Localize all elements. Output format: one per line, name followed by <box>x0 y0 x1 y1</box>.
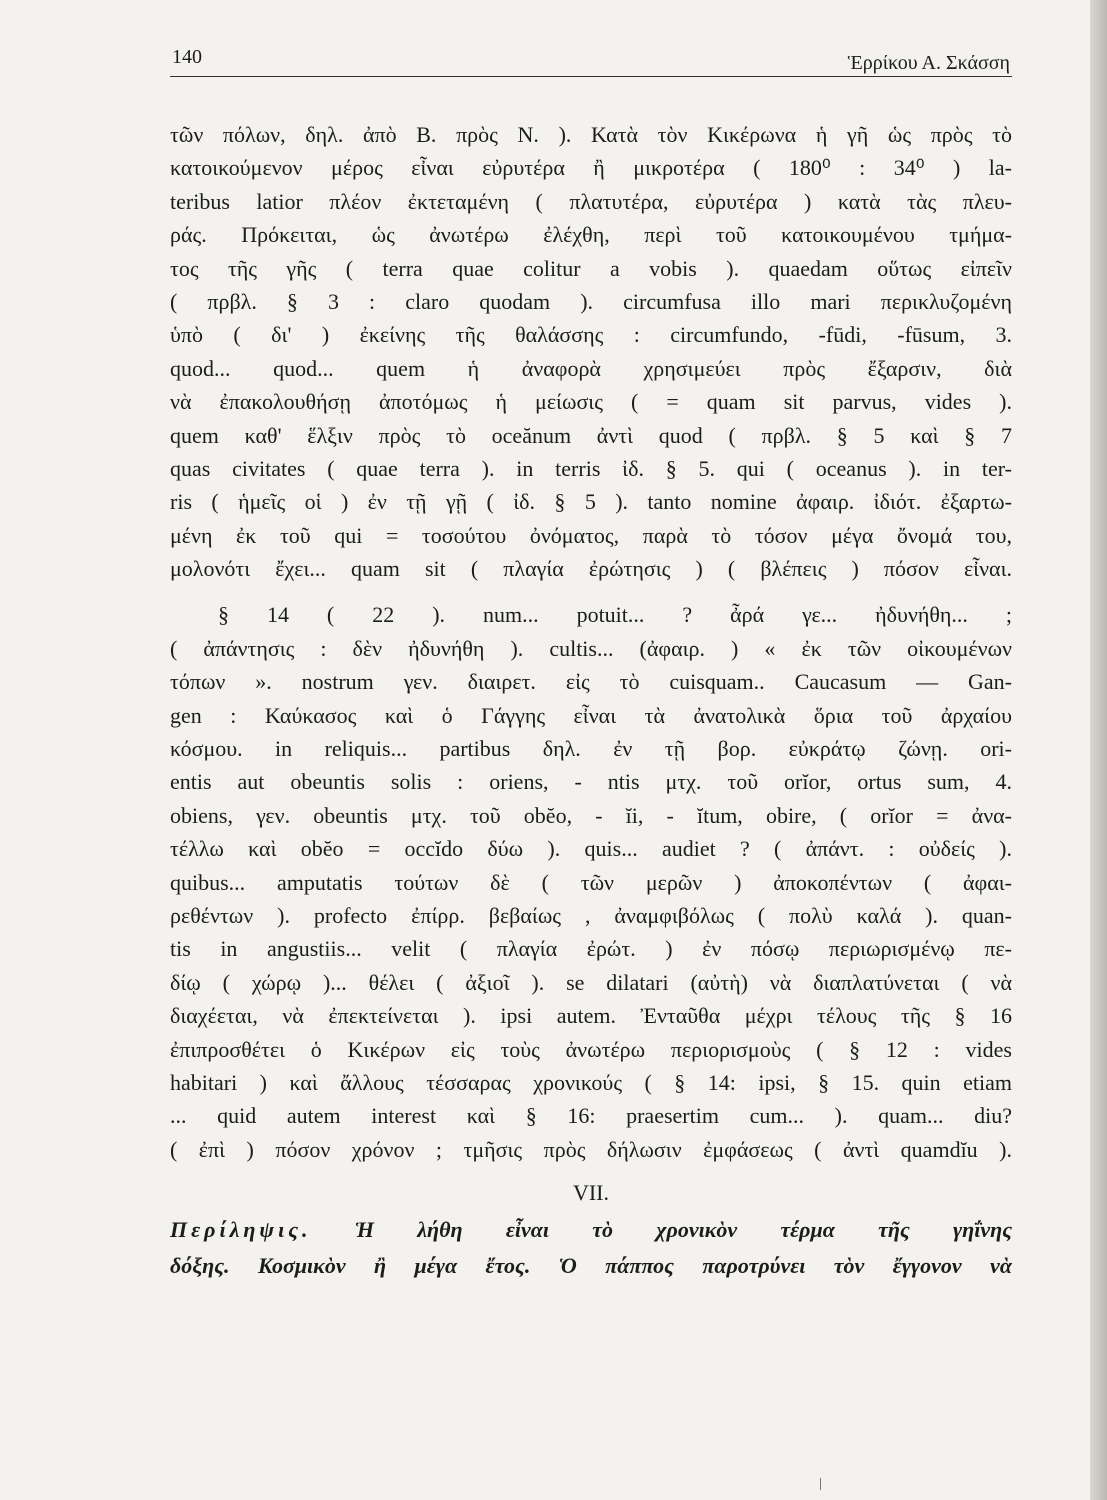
text-line: ρεθέντων ). profecto ἐπίρρ. βεβαίως , ἀναμφιβόλως ( πολὺ καλά ). quan- <box>170 902 1012 928</box>
main-text <box>170 118 1012 1284</box>
text-line: quod... quod... quem ἡ ἀναφορὰ χρησιμεύει πρὸς ἔξαρσιν, διὰ <box>170 355 1012 381</box>
text-line: ( ἐπὶ ) πόσον χρόνον ; τμῆσις πρὸς δήλωσιν ἐμφάσεως ( ἀντὶ quamdĭu ). <box>170 1136 1012 1162</box>
text-line: quibus... amputatis τούτων δὲ ( τῶν μερῶν ) ἀποκοπέντων ( ἀφαι- <box>170 869 1012 895</box>
text-line: ... quid autem interest καὶ § 16: praesertim cum... ). quam... diu? <box>170 1103 1012 1129</box>
page-header <box>170 44 1012 77</box>
text-line: τος τῆς γῆς ( terra quae colitur a vobis ). quaedam οὕτως εἰπεῖν <box>170 255 1012 281</box>
text-line: ράς. Πρόκειται, ὡς ἀνωτέρω ἐλέχθη, περὶ τοῦ κατοικουμένου τμήμα- <box>170 222 1012 248</box>
text-line: entis aut obeuntis solis : oriens, - ntis μτχ. τοῦ orĭor, ortus sum, 4. <box>170 769 1012 795</box>
text-line: tis in angustiis... velit ( πλαγία ἐρώτ. ) ἐν πόσῳ περιωρισμένῳ πε- <box>170 936 1012 962</box>
summary-line <box>170 1212 1012 1248</box>
summary-line: δόξης. Κοσμικὸν ἢ μέγα ἔτος. Ὁ πάππος παροτρύνει τὸν ἔγγονον νὰ <box>170 1253 1012 1279</box>
text-line: κατοικούμενον μέρος εἶναι εὐρυτέρα ἢ μικροτέρα ( 180⁰ : 34⁰ ) la- <box>170 155 1012 181</box>
scan-mark <box>820 1478 821 1490</box>
summary-text: Ἡ λήθη εἶναι τὸ χρονικὸν τέρμα τῆς γηΐνης <box>354 1217 1012 1243</box>
section-summary <box>170 1212 1012 1284</box>
text-line: κόσμου. in reliquis... partibus δηλ. ἐν τῇ βορ. εὐκράτῳ ζώνῃ. ori- <box>170 736 1012 762</box>
paragraph-gap <box>170 585 1012 598</box>
text-line: § 14 ( 22 ). num... potuit... ? ἆρά γε... ἠδυνήθη... ; <box>218 602 1012 628</box>
text-line: μολονότι ἔχει... quam sit ( πλαγία ἐρώτησις ) ( βλέπεις ) πόσον εἶναι. <box>170 556 1012 582</box>
text-line: διαχέεται, νὰ ἐπεκτείνεται ). ipsi autem. Ἐνταῦθα μέχρι τέλους τῆς § 16 <box>170 1003 1012 1029</box>
text-line: obiens, γεν. obeuntis μτχ. τοῦ obĕo, - ĭi, - ĭtum, obire, ( orĭor = ἀνα- <box>170 802 1012 828</box>
text-line: ( ἀπάντησις : δὲν ἠδυνήθη ). cultis... (ἀφαιρ. ) « ἐκ τῶν οἰκουμένων <box>170 635 1012 661</box>
text-line: ris ( ἡμεῖς οἱ ) ἐν τῇ γῇ ( ἰδ. § 5 ). tanto nomine ἀφαιρ. ἰδιότ. ἐξαρτω- <box>170 489 1012 515</box>
text-line: teribus latior πλέον ἐκτεταμένη ( πλατυτέρα, εὐρυτέρα ) κατὰ τὰς πλευ- <box>170 188 1012 214</box>
text-line: habitari ) καὶ ἄλλους τέσσαρας χρονικούς ( § 14: ipsi, § 15. quin etiam <box>170 1069 1012 1095</box>
text-line: gen : Καύκασος καὶ ὁ Γάγγης εἶναι τὰ ἀνατολικὰ ὅρια τοῦ ἀρχαίου <box>170 702 1012 728</box>
text-line: ( πρβλ. § 3 : claro quodam ). circumfusa illo mari περικλυζομένη <box>170 288 1012 314</box>
text-line: νὰ ἐπακολουθήσῃ ἀποτόμως ἡ μείωσις ( = quam sit parvus, vides ). <box>170 389 1012 415</box>
text-line: ὑπὸ ( δι' ) ἐκείνης τῆς θαλάσσης : circumfundo, -fūdi, -fūsum, 3. <box>170 322 1012 348</box>
text-line: quem καθ' ἕλξιν πρὸς τὸ oceănum ἀντὶ quod ( πρβλ. § 5 καὶ § 7 <box>170 422 1012 448</box>
text-line: τόπων ». nostrum γεν. διαιρετ. εἰς τὸ cuisquam.. Caucasum — Gan- <box>170 669 1012 695</box>
text-line: τέλλω καὶ obĕo = occĭdo δύω ). quis... audiet ? ( ἀπάντ. : οὐδείς ). <box>170 836 1012 862</box>
text-line: τῶν πόλων, δηλ. ἀπὸ Β. πρὸς Ν. ). Κατὰ τὸν Κικέρωνα ἡ γῆ ὡς πρὸς τὸ <box>170 122 1012 147</box>
text-line: ἐπιπροσθέτει ὁ Κικέρων εἰς τοὺς ἀνωτέρω περιορισμοὺς ( § 12 : vides <box>170 1036 1012 1062</box>
text-line: μένη ἐκ τοῦ qui = τοσούτου ὀνόματος, παρὰ τὸ τόσον μέγα ὄνομά του, <box>170 522 1012 548</box>
summary-label: Περίληψις. <box>170 1217 312 1243</box>
text-line: quas civitates ( quae terra ). in terris ἰδ. § 5. qui ( oceanus ). in ter- <box>170 455 1012 481</box>
running-head: Ἑρρίκου Α. Σκάσση <box>847 52 1010 74</box>
text-line: δίῳ ( χώρῳ )... θέλει ( ἀξιοῖ ). se dilatari (αὐτὴ) νὰ διαπλατύνεται ( νὰ <box>170 969 1012 995</box>
section-title: VII. <box>572 1180 610 1206</box>
page-number: 140 <box>172 46 202 68</box>
page-edge-shadow <box>1090 0 1107 1500</box>
